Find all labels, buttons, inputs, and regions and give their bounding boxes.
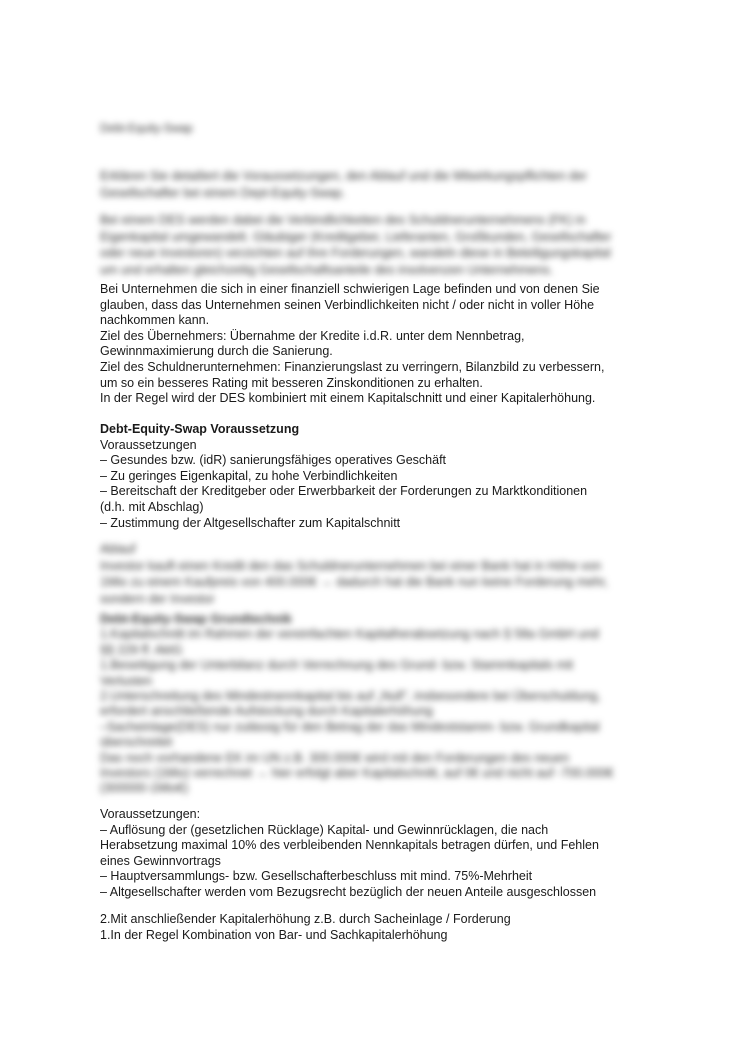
intro-line: um und erhalten gleichzeitig Gesellschaftsanteile des insolvenzen Unternehmens. — [100, 262, 554, 277]
situation-line: Gewinnmaximierung durch die Sanierung. — [100, 344, 333, 359]
document-title: Debt-Equity-Swap — [100, 123, 193, 135]
technik-line: Debt-Equity-Swap Grundtechnik — [100, 612, 292, 626]
ablauf-line: Ablauf — [100, 542, 136, 556]
final-block — [100, 912, 660, 943]
prereq-heading: Debt-Equity-Swap Voraussetzung — [100, 422, 300, 436]
technik-line: erfordert anschließende Aufstockung durch Kapitalerhöhung — [100, 704, 433, 719]
question-line: Erklären Sie detailiert die Voraussetzungen, den Ablauf und die Mitwirkungspflichten der — [100, 169, 588, 183]
technik-line: Verlusten — [100, 673, 153, 688]
prereq-block — [100, 422, 660, 531]
situation-block — [100, 282, 660, 407]
final-line: 2.Mit anschließender Kapitalerhöhung z.B. durch Sacheinlage / Forderung — [100, 912, 511, 926]
intro-line: Eigenkapital umgewandelt. Gläubiger (Kreditgeber, Lieferanten, Großkunden, Gesellschafter — [100, 229, 612, 244]
intro-block — [100, 212, 660, 278]
prereq2-line: – Auflösung der (gesetzlichen Rücklage) Kapital- und Gewinnrücklagen, die nach — [100, 822, 549, 837]
prereq2-line: – Hauptversammlungs- bzw. Gesellschafterbeschluss mit mind. 75%-Mehrheit — [100, 869, 533, 884]
prereq-line: – Zu geringes Eigenkapital, zu hohe Verbindlichkeiten — [100, 468, 398, 483]
technik-line: 1.Beseitigung der Unterbilanz durch Verrechnung des Grund- bzw. Stammkapitals mit — [100, 658, 574, 673]
situation-line: glauben, dass das Unternehmen seinen Verbindlichkeiten nicht / oder nicht in voller Höhe — [100, 297, 595, 312]
technik-line: (300000-1Mio€) — [100, 781, 189, 796]
final-line: 1.In der Regel Kombination von Bar- und Sachkapitalerhöhung — [100, 927, 448, 942]
technik-line: überschreitet — [100, 735, 173, 750]
technik-line: 2.Unterschreitung des Mindestnennkapital bis auf „Null", insbesondere bei Überschuldung, — [100, 689, 601, 704]
prereq-line: – Zustimmung der Altgesellschafter zum Kapitalschnitt — [100, 515, 401, 530]
technik-block — [100, 612, 660, 797]
situation-line: Ziel des Schuldnerunternehmen: Finanzierungslast zu verringern, Bilanzbild zu verbessern, — [100, 359, 605, 374]
prereq2-block — [100, 807, 660, 901]
situation-line: In der Regel wird der DES kombiniert mit einem Kapitalschnitt und einer Kapitalerhöhung. — [100, 391, 596, 406]
prereq-line: – Bereitschaft der Kreditgeber oder Erwerbbarkeit der Forderungen zu Marktkonditionen — [100, 484, 588, 499]
technik-line: –Sacheinlage(DES) nur zulässig für den Betrag der das Mindeststamm- bzw. Grundkapital — [100, 719, 600, 734]
prereq2-line: Herabsetzung maximal 10% des verbleibenden Nennkapitals betragen dürfen, und Fehlen — [100, 838, 599, 853]
ablauf-line: Investor kauft einen Kredit den das Schuldnerunternehmen bei einer Bank hat in Höhe von — [100, 558, 602, 573]
situation-line: Bei Unternehmen die sich in einer finanziell schwierigen Lage befinden und von denen Sie — [100, 282, 600, 296]
technik-line: §§ 229 ff. AktG — [100, 642, 183, 657]
situation-line: um so ein besseres Rating mit besseren Zinskonditionen zu erhalten. — [100, 375, 483, 390]
intro-line: Bei einem DES werden dabei die Verbindlichkeiten des Schuldnerunternehmens (FK) in — [100, 213, 586, 227]
prereq2-line: eines Gewinnvortrags — [100, 853, 221, 868]
question-block — [100, 168, 660, 201]
prereq-line: Voraussetzungen — [100, 437, 197, 452]
prereq-line: – Gesundes bzw. (idR) sanierungsfähiges operatives Geschäft — [100, 453, 447, 468]
technik-line: 1.Kapitalschnitt im Rahmen der vereinfachten Kapitalherabsetzung nach § 58a GmbH und — [100, 627, 599, 642]
ablauf-block — [100, 541, 660, 607]
technik-line: Das noch vorhandene EK im UN z.B. 300.000€ wird mit den Forderungen des neuen — [100, 750, 570, 765]
ablauf-line: sondern der Investor — [100, 591, 215, 606]
situation-line: nachkommen kann. — [100, 313, 210, 328]
prereq-line: (d.h. mit Abschlag) — [100, 499, 204, 514]
ablauf-line: 1Mio zu einem Kaufpreis von 400.000€ → dadurch hat die Bank nun keine Forderung mehr, — [100, 575, 608, 589]
situation-line: Ziel des Übernehmers: Übernahme der Kredite i.d.R. unter dem Nennbetrag, — [100, 328, 525, 343]
technik-line: Investors (1Mio) verrechnet → hier erfolgt aber Kapitalschnitt, auf 0€ und nicht auf -700.000€ — [100, 766, 614, 781]
prereq2-line: Voraussetzungen: — [100, 807, 201, 821]
intro-line: oder neue Investoren) verzichten auf ihre Forderungen, wandeln diese in Beteiligungskapital — [100, 246, 611, 260]
prereq2-line: – Altgesellschafter werden vom Bezugsrecht bezüglich der neuen Anteile ausgeschlossen — [100, 884, 597, 899]
question-line: Gesellschafter bei einem Dept-Equity-Swap. — [100, 185, 346, 200]
